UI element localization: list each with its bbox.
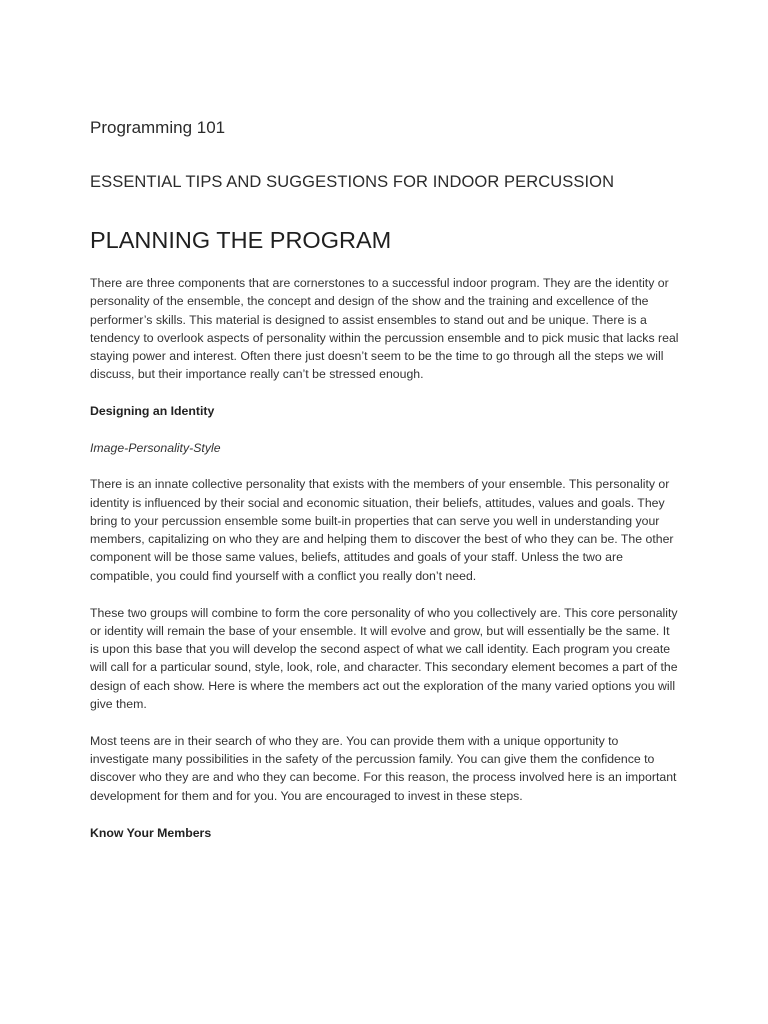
designing-identity-heading: Designing an Identity: [90, 404, 215, 419]
section-heading: PLANNING THE PROGRAM: [90, 227, 392, 253]
body-paragraph-3: Most teens are in their search of who they are. You can provide them with a unique opportunity to investigate many possibilities in the safety of the percussion family. You can give them the confidence to discover who they are and who they can become. For this reason, the process involved here is an important development for them and for you. You are encouraged to invest in these steps.: [90, 733, 677, 803]
body-paragraph-1: There is an innate collective personality that exists with the members of your ensemble. This personality or identity is influenced by their social and economic situation, their beliefs, attitudes, values and goals. They bring to your percussion ensemble some built-in properties that can serve you well in understanding your members, capitalizing on who they are and helping them to discover the best of who they can be. The other component will be those same values, beliefs, attitudes and goals of your staff. Unless the two are compatible, you could find yourself with a conflict you really don’t need.: [90, 477, 674, 583]
document-title: Programming 101: [90, 118, 226, 137]
document-subtitle: ESSENTIAL TIPS AND SUGGESTIONS FOR INDOOR PERCUSSION: [90, 173, 615, 191]
intro-paragraph: There are three components that are cornerstones to a successful indoor program. They are the identity or personality of the ensemble, the concept and design of the show and the training and excellence of the performer’s skills. This material is designed to assist ensembles to stand out and be unique. There is a tendency to overlook aspects of personality within the percussion ensemble and to pick music that lacks real staying power and interest. Often there just doesn’t seem to be the time to go through all the steps we will discuss, but their importance really can’t be stressed enough.: [90, 276, 679, 382]
image-personality-style-subtitle: Image-Personality-Style: [90, 440, 221, 455]
document-body: [90, 274, 680, 860]
know-your-members-heading: Know Your Members: [90, 825, 212, 840]
body-paragraph-2: These two groups will combine to form the core personality of who you collectively are. This core personality or identity will remain the base of your ensemble. It will evolve and grow, but will essentially be the same. It is upon this base that you will develop the second aspect of what we call identity. Each program you create will call for a particular sound, style, look, role, and character. This secondary element becomes a part of the design of each show. Here is where the members act out the exploration of the many varied options you will give them.: [90, 605, 678, 712]
